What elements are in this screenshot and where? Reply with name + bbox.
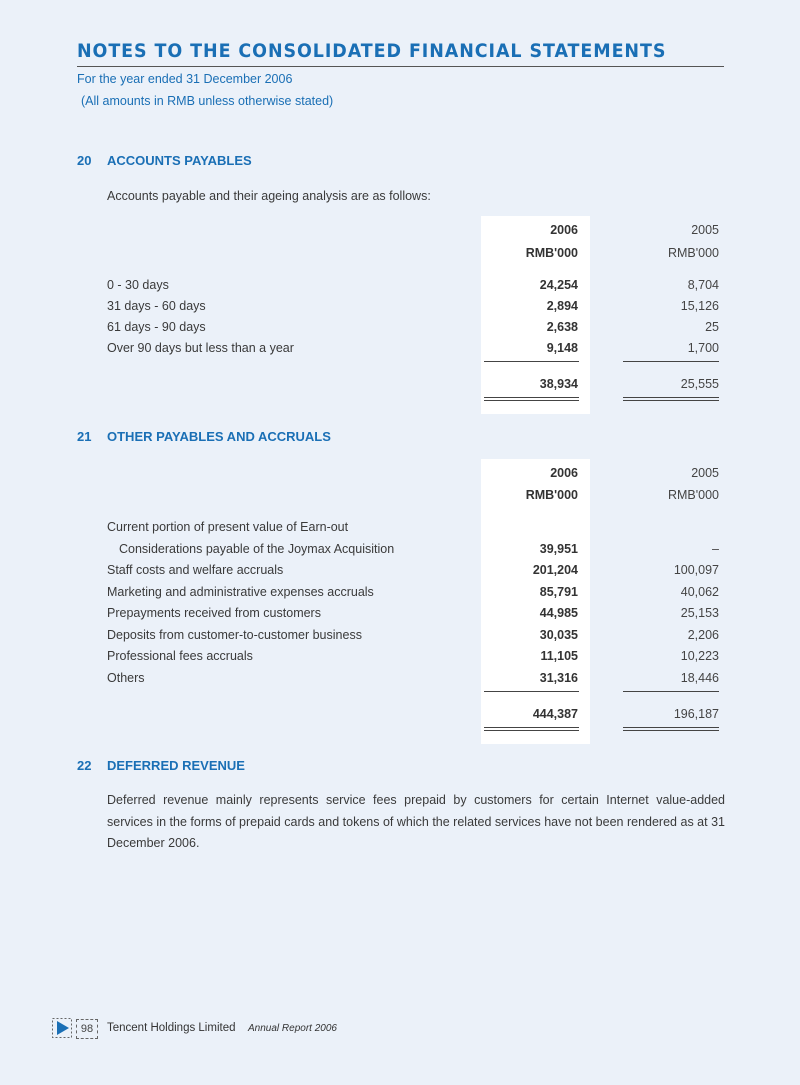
table-cell-2006: 201,204: [532, 563, 578, 577]
section-22-title: DEFERRED REVENUE: [107, 758, 245, 773]
total-double-rule-2006: [484, 397, 579, 401]
s20-header-2006: 2006: [550, 223, 578, 237]
subtotal-rule-2005: [623, 691, 719, 692]
page-title: NOTES TO THE CONSOLIDATED FINANCIAL STATEMENTS: [77, 40, 667, 62]
s20-unit-2006: RMB'000: [525, 246, 578, 260]
table-cell-2005: 100,097: [673, 563, 719, 577]
table-row-label: Over 90 days but less than a year: [107, 341, 294, 355]
table-cell-2005: 40,062: [680, 585, 719, 599]
table-cell-2006: 85,791: [539, 585, 578, 599]
table-row-label: Staff costs and welfare accruals: [107, 563, 284, 577]
s21-unit-2005: RMB'000: [667, 488, 719, 502]
table-cell-2005: –: [712, 542, 719, 556]
footer-company: Tencent Holdings Limited: [107, 1022, 236, 1034]
table-cell-2005: 25: [705, 320, 719, 334]
total-double-rule-2005: [623, 727, 719, 731]
subtotal-rule-2005: [623, 361, 719, 362]
table-row-label: Marketing and administrative expenses accruals: [107, 585, 374, 599]
table-cell-2005: 2,206: [687, 628, 719, 642]
play-arrow-icon: [52, 1018, 72, 1038]
footer-report: Annual Report 2006: [248, 1023, 337, 1034]
page-number: 98: [76, 1019, 98, 1039]
table-row-label: Deposits from customer-to-customer business: [107, 628, 362, 642]
section-21-number: 21: [77, 429, 92, 444]
table-row-label: Others: [107, 671, 145, 685]
s21-total-2005: 196,187: [673, 707, 719, 721]
table-cell-2006: 9,148: [546, 341, 578, 355]
table-cell-2005: 10,223: [680, 649, 719, 663]
s20-unit-2005: RMB'000: [667, 246, 719, 260]
subtotal-rule-2006: [484, 691, 579, 692]
table-row-label-continuation: Considerations payable of the Joymax Acquisition: [119, 542, 395, 556]
total-double-rule-2005: [623, 397, 719, 401]
table-cell-2006: 39,951: [539, 542, 578, 556]
s20-total-2006: 38,934: [539, 377, 578, 391]
table-cell-2006: 2,894: [546, 299, 578, 313]
section-21-title: OTHER PAYABLES AND ACCRUALS: [107, 429, 331, 444]
s20-header-2005: 2005: [691, 223, 719, 237]
table-row-label: 31 days - 60 days: [107, 299, 206, 313]
section-20-number: 20: [77, 153, 92, 168]
s21-header-2005: 2005: [691, 466, 719, 480]
table-cell-2005: 25,153: [680, 606, 719, 620]
total-double-rule-2006: [484, 727, 579, 731]
section-20-title: ACCOUNTS PAYABLES: [107, 153, 252, 168]
s20-total-2005: 25,555: [680, 377, 719, 391]
section-22-body: Deferred revenue mainly represents service fees prepaid by customers for certain Internet value-added services in the forms of prepaid cards and tokens of which the related services have not been rendered as at 31 December 2006.: [107, 793, 725, 850]
table-cell-2005: 15,126: [680, 299, 719, 313]
table-row-label: 61 days - 90 days: [107, 320, 206, 334]
currency-note: (All amounts in RMB unless otherwise stated): [81, 94, 334, 108]
s21-unit-2006: RMB'000: [525, 488, 578, 502]
s21-header-2006: 2006: [550, 466, 578, 480]
s21-total-2006: 444,387: [532, 707, 578, 721]
table-cell-2005: 18,446: [680, 671, 719, 685]
table-cell-2005: 1,700: [687, 341, 719, 355]
period-subtitle: For the year ended 31 December 2006: [77, 72, 293, 86]
table-cell-2006: 31,316: [539, 671, 578, 685]
section-22-number: 22: [77, 758, 92, 773]
table-row-label: Prepayments received from customers: [107, 606, 321, 620]
title-divider: [77, 66, 724, 67]
table-row-label: Current portion of present value of Earn-out: [107, 520, 349, 534]
table-row-label: 0 - 30 days: [107, 278, 169, 292]
table-cell-2006: 30,035: [539, 628, 578, 642]
table-cell-2005: 8,704: [687, 278, 719, 292]
table-cell-2006: 11,105: [540, 649, 578, 663]
table-cell-2006: 44,985: [539, 606, 578, 620]
subtotal-rule-2006: [484, 361, 579, 362]
section-20-intro: Accounts payable and their ageing analysis are as follows:: [107, 189, 431, 203]
table-cell-2006: 24,254: [539, 278, 578, 292]
table-cell-2006: 2,638: [546, 320, 578, 334]
table-row-label: Professional fees accruals: [107, 649, 253, 663]
